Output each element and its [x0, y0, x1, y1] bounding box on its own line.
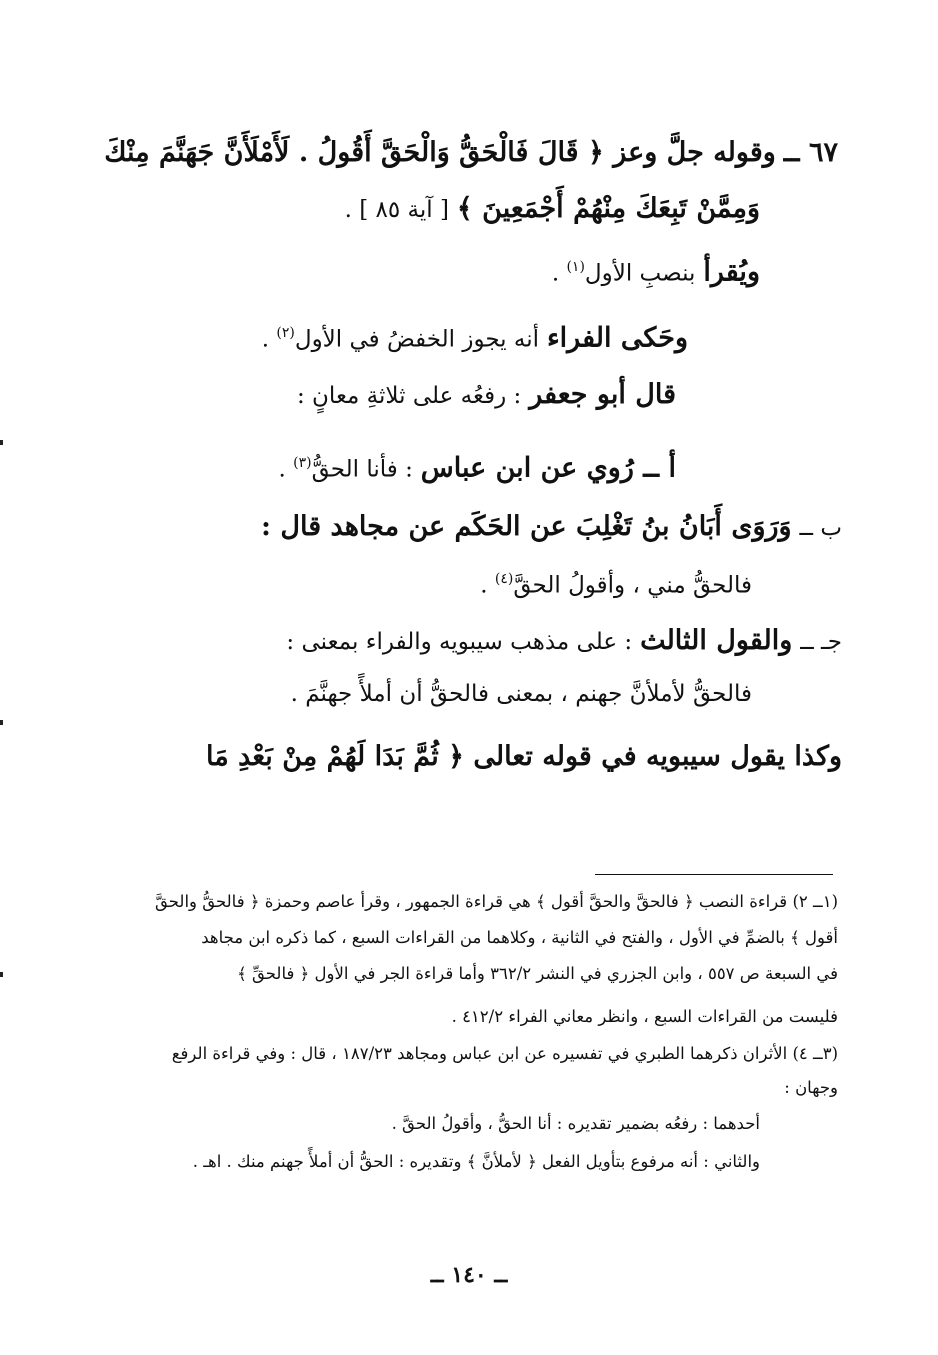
main-line-4: وحَكى الفراء أنه يجوز الخفضُ في الأول$^{(٢)}$ . — [261, 322, 688, 354]
footnote-2-line-1: (٣ــ ٤) الأثران ذكرهما الطبري في تفسيره عن ابن عباس ومجاهد ١٨٧/٢٣ ، قال : وفي قراءة الرفع — [171, 1044, 838, 1063]
page-number: ــ ١٤٠ ــ — [430, 1262, 508, 1288]
main-line-3: ويُقرأ بنصبِ الأول$^{(١)}$ . — [551, 256, 760, 288]
main-line-7: ب ــ وَرَوَى أَبَانُ بنُ تَغْلِبَ عن الحَكَم عن مجاهد قال : — [261, 511, 842, 542]
main-line-11: وكذا يقول سيبويه في قوله تعالى ﴿ ثُمَّ بَدَا لَهُمْ مِنْ بَعْدِ مَا — [206, 741, 842, 772]
scan-edge-mark — [0, 720, 3, 725]
footnote-ref-1: (١) — [566, 259, 585, 275]
footnote-1-line-4: فليست من القراءات السبع ، وانظر معاني الفراء ٤١٢/٢ . — [451, 1007, 838, 1026]
verse-number: ٦٧ ــ — [783, 137, 838, 168]
main-line-6: أ ــ رُوي عن ابن عباس : فأنا الحقُّ$^{(٣)}$ . — [278, 452, 676, 484]
footnote-2-line-4: والثاني : أنه مرفوع بتأويل الفعل ﴿ لأملأنَّ ﴾ وتقديره : الحقُّ أن أملأً جهنم منك . اهـ . — [192, 1152, 760, 1171]
footnote-ref-3: (٣) — [293, 455, 312, 471]
main-line-10: فالحقُّ لأملأنَّ جهنم ، بمعنى فالحقُّ أن أملأً جهنَّمَ . — [290, 681, 752, 707]
footnote-2-line-2: وجهان : — [784, 1078, 838, 1097]
footnote-1-line-1: (١ــ ٢) قراءة النصب ﴿ فالحقَّ والحقَّ أقول ﴾ هي قراءة الجمهور ، وقرأ عاصم وحمزة ﴿ فالحقُّ والحقَّ — [155, 892, 838, 911]
quran-verse-continuation: وَمِمَّنْ تَبِعَكَ مِنْهُمْ أَجْمَعِينَ ﴾ — [456, 193, 760, 224]
main-line-2 — [345, 192, 760, 227]
verse-reference: [ آية ٨٥ ] . — [344, 197, 449, 223]
main-line-8: فالحقُّ مني ، وأقولُ الحقَّ$^{(٤)}$ . — [480, 571, 752, 599]
footnote-1-line-3: في السبعة ص ٥٥٧ ، وابن الجزري في النشر ٣٦٢/٢ وأما قراءة الجر في الأول ﴿ فالحقِّ ﴾ — [237, 964, 838, 983]
main-line-9: جـ ــ والقول الثالث : على مذهب سيبويه والفراء بمعنى : — [286, 625, 842, 656]
footnote-ref-2: (٢) — [276, 325, 295, 341]
footnote-2-line-3: أحدهما : رفعُه بضمير تقديره : أنا الحقُّ ، وأقولُ الحقَّ . — [391, 1114, 760, 1133]
scan-edge-mark — [0, 972, 3, 977]
footnote-separator — [595, 874, 833, 875]
quran-verse-text: وقوله جلَّ وعز ﴿ قَالَ فَالْحَقُّ وَالْحَقَّ أَقُولُ . لَأَمْلَأَنَّ جَهَنَّمَ مِنْكَ — [104, 137, 776, 168]
scan-edge-mark — [0, 440, 3, 445]
main-line-1 — [104, 136, 838, 170]
footnote-1-line-2: أقول ﴾ بالضمِّ في الأول ، والفتح في الثانية ، وكلاهما من القراءات السبع ، كما ذكره ابن مجاهد — [201, 928, 838, 947]
footnote-ref-4: (٤) — [494, 571, 514, 587]
main-line-5: قال أبو جعفر : رفعُه على ثلاثةِ معانٍ : — [296, 379, 676, 410]
